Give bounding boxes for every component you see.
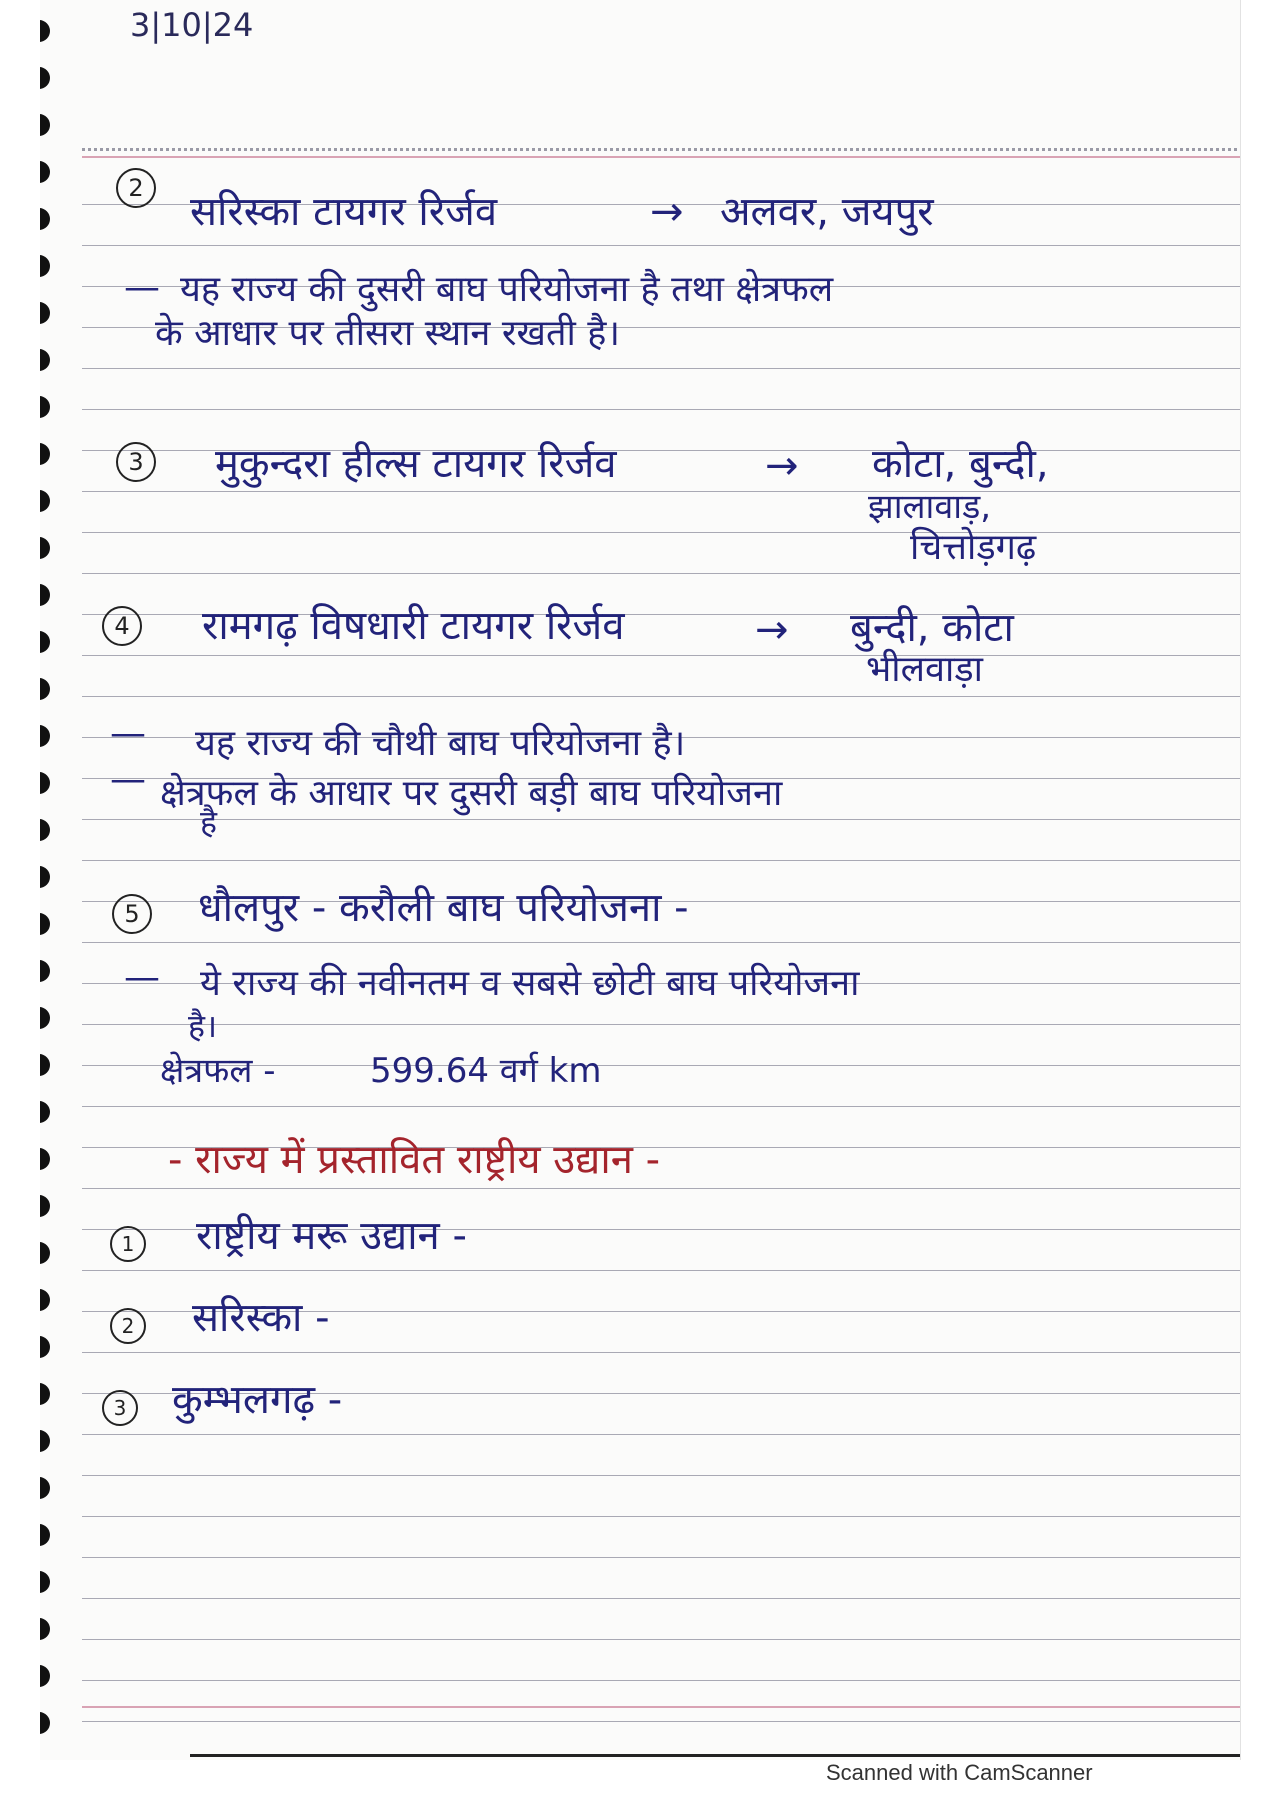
binder-ring [40, 114, 50, 136]
binder-ring [40, 490, 50, 512]
ruled-line [82, 491, 1241, 492]
binder-ring [40, 1101, 50, 1123]
scanner-watermark: Scanned with CamScanner [826, 1760, 1093, 1785]
binder-ring [40, 1618, 50, 1640]
ruled-line [82, 1188, 1241, 1189]
entry-2-location: अलवर, जयपुर [720, 189, 934, 235]
binder-ring [40, 302, 50, 324]
binder-ring [40, 1383, 50, 1405]
binder-ring [40, 208, 50, 230]
binder-ring [40, 1054, 50, 1076]
ruled-line [82, 1024, 1241, 1025]
ruled-line [82, 573, 1241, 574]
dash-marker: — [110, 759, 146, 800]
binder-ring [40, 1430, 50, 1452]
entry-number-3: 3 [116, 442, 156, 482]
entry-4-title: रामगढ़ विषधारी टायगर रिर्जव [202, 603, 625, 649]
binder-ring [40, 584, 50, 606]
ruled-line [82, 1721, 1241, 1722]
dash-marker: — [124, 267, 160, 308]
entry-number-5: 5 [112, 894, 152, 934]
proposed-item-2: सरिस्का - [192, 1295, 330, 1341]
proposed-number-2: 2 [110, 1308, 146, 1344]
entry-5-title: धौलपुर - करौली बाघ परियोजना - [198, 885, 689, 931]
binder-ring [40, 443, 50, 465]
binder-ring [40, 725, 50, 747]
entry-2-arrow: → [650, 189, 684, 235]
ruled-line [82, 409, 1241, 410]
entry-3-arrow: → [765, 443, 799, 489]
ruled-line [82, 942, 1241, 943]
proposed-number-3: 3 [102, 1390, 138, 1426]
entry-3-location-3: चित्तोड़गढ़ [910, 527, 1037, 568]
binder-ring [40, 631, 50, 653]
entry-number-2: 2 [116, 168, 156, 208]
area-label: क्षेत्रफल - [160, 1051, 276, 1091]
ruled-line [82, 1106, 1241, 1107]
ruled-line [82, 696, 1241, 697]
binder-ring [40, 1665, 50, 1687]
binder-ring [40, 396, 50, 418]
binder-ring [40, 1524, 50, 1546]
entry-2-title: सरिस्का टायगर रिर्जव [190, 189, 498, 235]
ruled-line [82, 1557, 1241, 1558]
entry-5-note-line-2: है। [188, 1007, 218, 1045]
ruled-line [82, 1598, 1241, 1599]
entry-3-title: मुकुन्दरा हील्स टायगर रिर्जव [215, 441, 617, 487]
entry-4-note-line-2: क्षेत्रफल के आधार पर दुसरी बड़ी बाघ परियोजना [160, 773, 783, 814]
ruled-line [82, 1475, 1241, 1476]
entry-2-note-line-2: के आधार पर तीसरा स्थान रखती है। [155, 313, 621, 354]
entry-4-note-line-3: है [200, 803, 217, 841]
proposed-item-1: राष्ट्रीय मरू उद्यान - [196, 1213, 467, 1259]
binder-ring [40, 1477, 50, 1499]
ruled-line [82, 1516, 1241, 1517]
proposed-number-1: 1 [110, 1226, 146, 1262]
entry-3-location-2: झालावाड़, [868, 487, 992, 527]
binder-ring [40, 537, 50, 559]
binder-ring [40, 1336, 50, 1358]
ruled-line [82, 860, 1241, 861]
ruled-line [82, 1270, 1241, 1271]
binder-ring [40, 772, 50, 794]
entry-4-note-line-1: यह राज्य की चौथी बाघ परियोजना है। [195, 723, 686, 764]
entry-5-note-line-1: ये राज्य की नवीनतम व सबसे छोटी बाघ परियोजना [200, 963, 860, 1004]
entry-2-note-line-1: यह राज्य की दुसरी बाघ परियोजना है तथा क्षेत्रफल [180, 269, 834, 310]
ruled-line [82, 1352, 1241, 1353]
ruled-line [82, 1680, 1241, 1681]
ruled-line [82, 819, 1241, 820]
entry-number-4: 4 [102, 606, 142, 646]
binder-ring [40, 1195, 50, 1217]
ruled-line [82, 368, 1241, 369]
entry-4-location-1: बुन्दी, कोटा [850, 605, 1014, 651]
header-wavy-line [82, 148, 1241, 151]
entry-4-location-2: भीलवाड़ा [866, 649, 983, 690]
binder-ring [40, 349, 50, 371]
header-margin-line [82, 156, 1241, 158]
binder-ring [40, 1712, 50, 1734]
binder-ring [40, 1148, 50, 1170]
ruled-line [82, 655, 1241, 656]
area-value: 599.64 वर्ग km [370, 1051, 602, 1091]
page-date: 3|10|24 [130, 6, 254, 44]
binder-ring [40, 161, 50, 183]
binder-ring [40, 866, 50, 888]
ruled-line [82, 532, 1241, 533]
ruled-line [82, 245, 1241, 246]
section-heading: - राज्य में प्रस्तावित राष्ट्रीय उद्यान - [168, 1137, 661, 1183]
page-bottom-edge [190, 1754, 1241, 1757]
dash-marker: — [124, 957, 160, 998]
binder-ring [40, 678, 50, 700]
binder-ring [40, 1289, 50, 1311]
binder-ring [40, 960, 50, 982]
binder-ring [40, 67, 50, 89]
ruled-line [82, 1434, 1241, 1435]
binder-ring [40, 20, 50, 42]
binder-ring [40, 1571, 50, 1593]
notebook-page [40, 0, 1241, 1760]
binder-ring [40, 913, 50, 935]
binder-ring [40, 819, 50, 841]
binder-ring [40, 1007, 50, 1029]
proposed-item-3: कुम्भलगढ़ - [172, 1377, 343, 1423]
entry-4-arrow: → [755, 607, 789, 653]
binder-ring [40, 1242, 50, 1264]
ruled-line [82, 1639, 1241, 1640]
footer-margin-line [82, 1706, 1241, 1708]
dash-marker: — [110, 713, 146, 754]
binder-ring [40, 255, 50, 277]
entry-3-location-1: कोटा, बुन्दी, [872, 441, 1049, 487]
binder-rings [40, 0, 88, 1760]
